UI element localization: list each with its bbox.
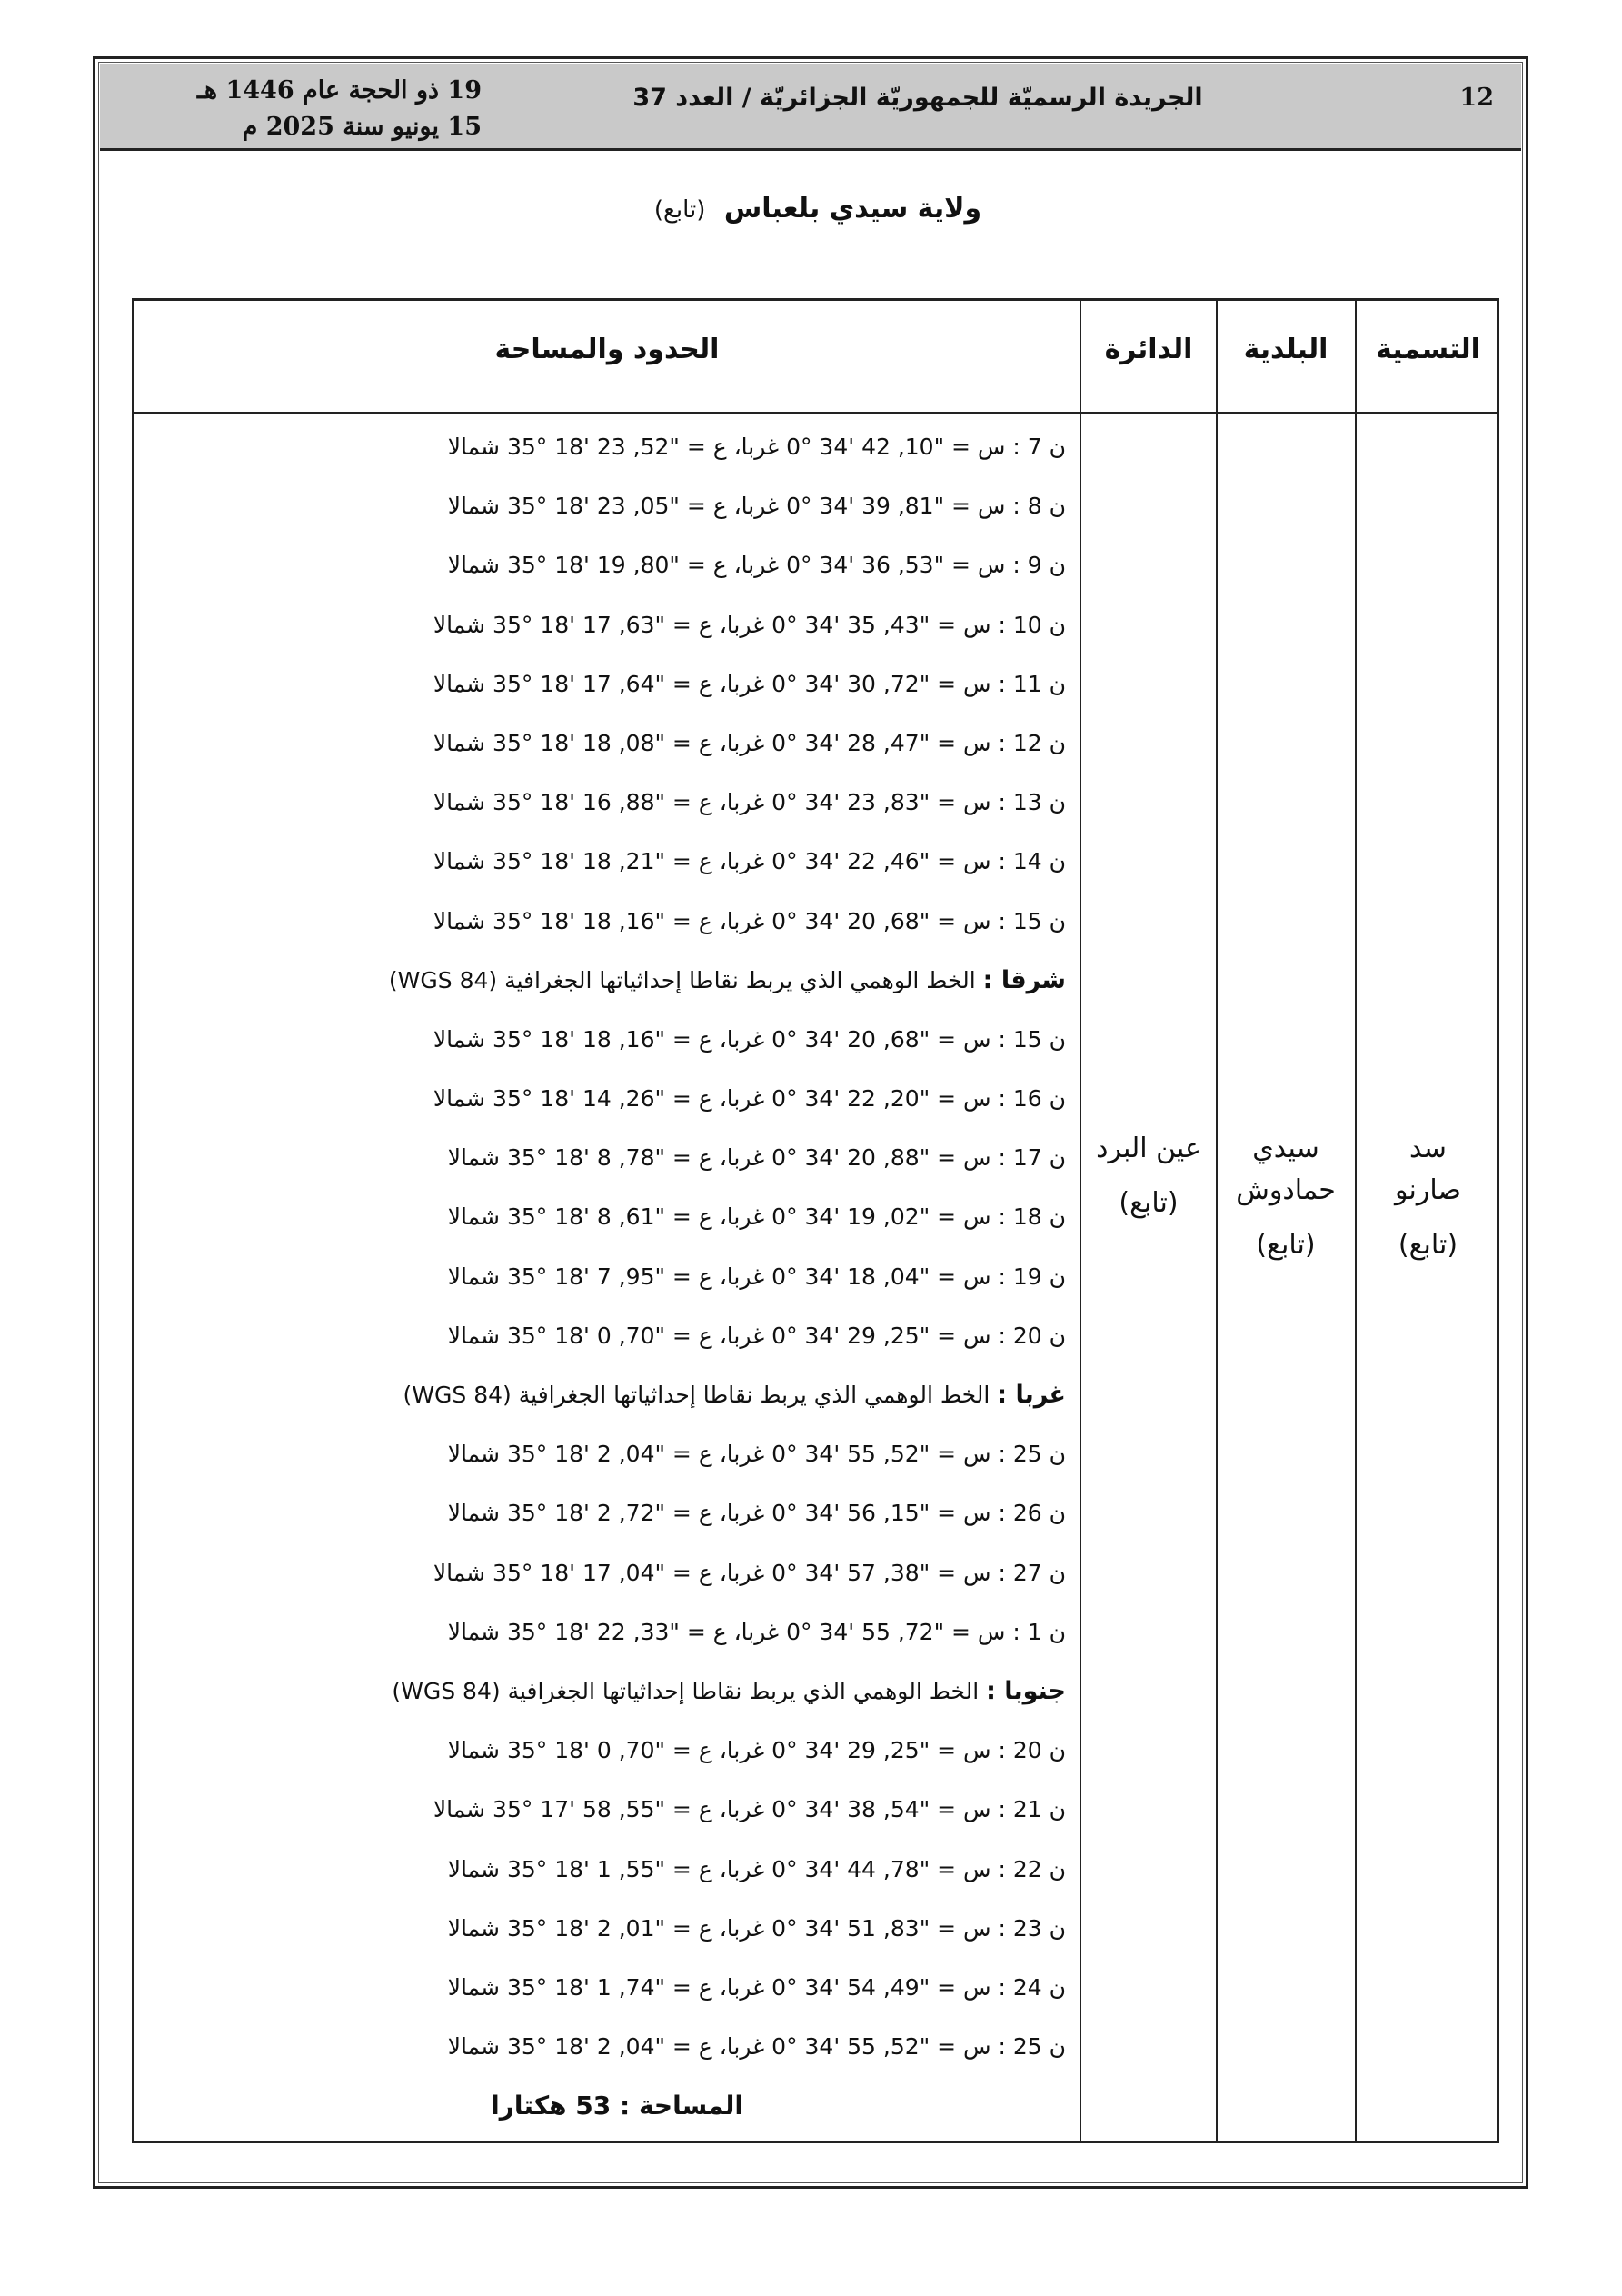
- south-boundary-heading: [134, 1662, 1066, 1721]
- east-text: الخط الوهمي الذي يربط نقاطا إحداثياتها الجغرافية (WGS 84): [388, 966, 976, 993]
- page-number: 12: [1459, 84, 1494, 112]
- coordinate-row: ن 15 : س = "68, 20 '34 °0 غربا، ع = "16, 18 '18 °35 شمالا: [433, 907, 1066, 934]
- west-text: الخط الوهمي الذي يربط نقاطا إحداثياتها الجغرافية (WGS 84): [403, 1382, 990, 1408]
- header-divider: [134, 412, 1497, 414]
- coordinate-row: ن 13 : س = "83, 23 '34 °0 غربا، ع = "88, 16 '18 °35 شمالا: [433, 789, 1066, 816]
- column-header-designation: التسمية: [1376, 334, 1480, 365]
- gregorian-date: 15 يونيو سنة 2025 م: [242, 113, 482, 141]
- daira-continued: (تابع): [1119, 1187, 1179, 1219]
- column-header-limits: الحدود والمساحة: [494, 334, 720, 365]
- commune-line1: سيدي: [1252, 1133, 1319, 1164]
- journal-title: الجريدة الرسميّة للجمهوريّة الجزائريّة / العدد 37: [632, 84, 1203, 112]
- header-dates: [127, 73, 482, 145]
- coordinate-row: ن 9 : س = "53, 36 '34 °0 غربا، ع = "80, 19 '18 °35 شمالا: [447, 552, 1066, 579]
- south-text: الخط الوهمي الذي يربط نقاطا إحداثياتها الجغرافية (WGS 84): [392, 1677, 980, 1704]
- east-label: شرقا :: [982, 965, 1066, 994]
- commune-cell: [1218, 1128, 1354, 1266]
- coordinate-row: ن 8 : س = "81, 39 '34 °0 غربا، ع = "05, 23 '18 °35 شمالا: [447, 493, 1066, 520]
- west-label: غربا :: [997, 1381, 1066, 1409]
- page-header: [100, 64, 1521, 151]
- coordinate-row: ن 16 : س = "20, 22 '34 °0 غربا، ع = "26, 14 '18 °35 شمالا: [433, 1085, 1066, 1113]
- coordinate-row: ن 10 : س = "43, 35 '34 °0 غربا، ع = "63, 17 '18 °35 شمالا: [433, 611, 1066, 638]
- coordinate-row: ن 15 : س = "68, 20 '34 °0 غربا، ع = "16, 18 '18 °35 شمالا: [433, 1025, 1066, 1053]
- coordinate-row: ن 7 : س = "10, 42 '34 °0 غربا، ع = "52, 23 '18 °35 شمالا: [447, 434, 1066, 460]
- designation-line1: سد: [1409, 1133, 1447, 1164]
- commune-line2: حمادوش: [1236, 1174, 1336, 1206]
- coordinate-row: ن 14 : س = "46, 22 '34 °0 غربا، ع = "21, 18 '18 °35 شمالا: [433, 848, 1066, 875]
- daira-line1: عين البرد: [1096, 1133, 1201, 1164]
- hijri-date: 19 ذو الحجة عام 1446 هـ: [196, 76, 482, 105]
- coordinate-row: ن 21 : س = "54, 38 '34 °0 غربا، ع = "55, 58 '17 °35 شمالا: [433, 1796, 1066, 1823]
- column-header-commune: البلدية: [1243, 334, 1328, 365]
- limits-rows: [134, 417, 1066, 2135]
- limits-table: [132, 298, 1499, 2143]
- designation-cell: [1357, 1128, 1499, 1266]
- coordinate-row: ن 23 : س = "83, 51 '34 °0 غربا، ع = "01, 2 '18 °35 شمالا: [447, 1914, 1066, 1942]
- coordinate-row: ن 22 : س = "78, 44 '34 °0 غربا، ع = "55, 1 '18 °35 شمالا: [447, 1855, 1066, 1882]
- coordinate-row: ن 19 : س = "04, 18 '34 °0 غربا، ع = "95, 7 '18 °35 شمالا: [447, 1263, 1066, 1290]
- coordinate-row: ن 25 : س = "52, 55 '34 °0 غربا، ع = "04, 2 '18 °35 شمالا: [447, 2033, 1066, 2061]
- coordinate-row: ن 27 : س = "38, 57 '34 °0 غربا، ع = "04, 17 '18 °35 شمالا: [433, 1559, 1066, 1586]
- wilaya-continued: (تابع): [653, 196, 706, 224]
- coordinate-row: ن 25 : س = "52, 55 '34 °0 غربا، ع = "04, 2 '18 °35 شمالا: [447, 1441, 1066, 1468]
- coordinate-row: ن 11 : س = "72, 30 '34 °0 غربا، ع = "64, 17 '18 °35 شمالا: [433, 670, 1066, 697]
- coordinate-row: ن 26 : س = "15, 56 '34 °0 غربا، ع = "72, 2 '18 °35 شمالا: [447, 1500, 1066, 1527]
- coordinate-row: ن 17 : س = "88, 20 '34 °0 غربا، ع = "78, 8 '18 °35 شمالا: [447, 1144, 1066, 1172]
- column-header-daira: الدائرة: [1104, 334, 1193, 365]
- coordinate-row: ن 20 : س = "25, 29 '34 °0 غربا، ع = "70, 0 '18 °35 شمالا: [447, 1322, 1066, 1349]
- coordinate-row: ن 12 : س = "47, 28 '34 °0 غربا، ع = "08, 18 '18 °35 شمالا: [433, 729, 1066, 756]
- west-boundary-heading: [134, 1365, 1066, 1424]
- wilaya-name: ولاية سيدي بلعباس: [723, 193, 982, 225]
- wilaya-heading: [454, 193, 1181, 225]
- designation-continued: (تابع): [1398, 1229, 1458, 1261]
- designation-line2: صارنو: [1395, 1174, 1461, 1206]
- commune-continued: (تابع): [1256, 1229, 1316, 1261]
- coordinate-row: ن 20 : س = "25, 29 '34 °0 غربا، ع = "70, 0 '18 °35 شمالا: [447, 1737, 1066, 1764]
- coordinate-row: ن 18 : س = "02, 19 '34 °0 غربا، ع = "61, 8 '18 °35 شمالا: [447, 1203, 1066, 1231]
- area-total: المساحة : 53 هكتارا: [491, 2091, 743, 2121]
- daira-cell: [1081, 1128, 1216, 1224]
- south-label: جنوبا :: [986, 1676, 1066, 1705]
- east-boundary-heading: [134, 951, 1066, 1010]
- coordinate-row: ن 1 : س = "72, 55 '34 °0 غربا، ع = "33, 22 '18 °35 شمالا: [447, 1618, 1066, 1645]
- coordinate-row: ن 24 : س = "49, 54 '34 °0 غربا، ع = "74, 1 '18 °35 شمالا: [447, 1973, 1066, 2001]
